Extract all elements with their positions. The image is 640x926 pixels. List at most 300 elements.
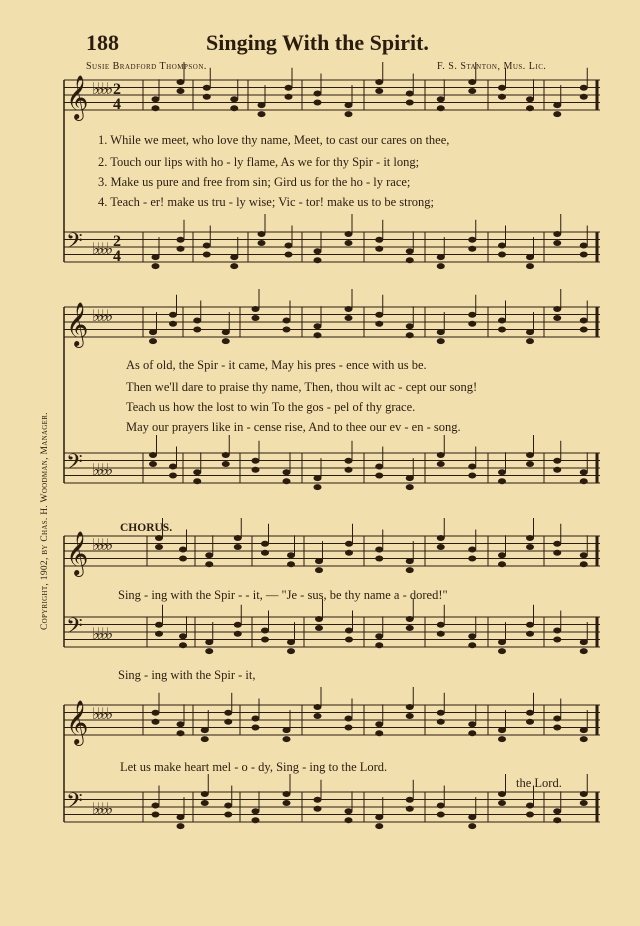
note-head <box>224 803 232 809</box>
note-head <box>252 725 260 731</box>
note-head <box>468 721 476 727</box>
note-head <box>314 248 322 254</box>
verse-3-line-a: 3. Make us pure and free from sin; Gird us for the ho - ly race; <box>98 175 411 189</box>
note-head <box>345 725 353 731</box>
note-head <box>345 817 353 823</box>
note-head <box>406 806 414 812</box>
note-head <box>193 469 201 475</box>
bass-time-signature: 2 <box>113 233 121 250</box>
note-head <box>152 96 160 102</box>
note-head <box>553 467 561 473</box>
note-head <box>553 725 561 731</box>
note-head <box>179 633 187 639</box>
hymn-number: 188 <box>86 30 119 55</box>
note-head <box>152 719 160 725</box>
note-head <box>205 648 213 654</box>
note-head <box>287 639 295 645</box>
note-head <box>406 704 414 710</box>
note-head <box>580 327 588 333</box>
note-head <box>283 727 291 733</box>
note-head <box>498 327 506 333</box>
verse-3-line-b: Teach us how the lost to win To the gos - pel of thy grace. <box>126 400 416 414</box>
note-head <box>468 464 476 470</box>
note-head <box>149 329 157 335</box>
note-head <box>526 338 534 344</box>
note-head <box>526 105 534 111</box>
note-head <box>406 713 414 719</box>
note-head <box>437 96 445 102</box>
words-credit: Susie Bradford Thompson. <box>86 61 207 72</box>
hymn-title: Singing With the Spirit. <box>206 30 429 55</box>
note-head <box>498 639 506 645</box>
note-head <box>152 263 160 269</box>
treble-time-signature: 4 <box>113 96 121 113</box>
note-head <box>258 111 266 117</box>
note-head <box>345 716 353 722</box>
note-head <box>222 461 230 467</box>
note-head <box>314 797 322 803</box>
music-credit: F. S. Stanton, Mus. Lic. <box>437 61 547 72</box>
chorus-line-2: Let us make heart mel - o - dy, Sing - ing to the Lord. <box>120 760 388 774</box>
note-head <box>375 464 383 470</box>
notes-row <box>149 435 588 490</box>
note-head <box>177 721 185 727</box>
note-head <box>526 461 534 467</box>
verse-1-line-a: 1. While we meet, who love thy name, Meet, to cast our cares on thee, <box>98 133 450 147</box>
chorus-line-1: Sing - ing with the Spir - - it, — "Je - sus, be thy name a - dored!" <box>118 588 448 602</box>
note-head <box>468 730 476 736</box>
note-head <box>526 710 534 716</box>
note-head <box>526 719 534 725</box>
note-head <box>224 710 232 716</box>
note-head <box>437 710 445 716</box>
key-signature-icon: ♭♭♭♭ <box>92 460 111 479</box>
note-head <box>468 633 476 639</box>
note-head <box>283 327 291 333</box>
treble-time-signature: 2 <box>113 81 121 98</box>
note-head <box>314 704 322 710</box>
note-head <box>205 561 213 567</box>
note-head <box>406 558 414 564</box>
note-head <box>580 639 588 645</box>
note-head <box>234 622 242 628</box>
key-signature-icon: ♭♭♭♭ <box>92 535 111 554</box>
note-head <box>437 622 445 628</box>
note-head <box>203 252 211 258</box>
key-signature-icon: ♭♭♭♭ <box>92 799 111 818</box>
note-head <box>177 814 185 820</box>
note-head <box>252 458 260 464</box>
note-head <box>230 254 238 260</box>
note-head <box>155 535 163 541</box>
note-head <box>234 631 242 637</box>
note-head <box>169 473 177 479</box>
note-head <box>580 478 588 484</box>
note-head <box>468 814 476 820</box>
note-head <box>177 730 185 736</box>
note-head <box>437 338 445 344</box>
note-head <box>553 315 561 321</box>
key-signature-icon: ♭♭♭♭ <box>92 704 111 723</box>
note-head <box>201 736 209 742</box>
note-head <box>580 85 588 91</box>
verse-2-line-a: 2. Touch our lips with ho - ly flame, As we for thy Spir - it long; <box>98 155 420 169</box>
treble-staff-3 <box>64 531 600 577</box>
note-head <box>261 628 269 634</box>
note-head <box>177 88 185 94</box>
note-head <box>314 484 322 490</box>
note-head <box>468 237 476 243</box>
key-signature-icon: ♭♭♭♭ <box>92 239 111 258</box>
bass-clef-icon: 𝄢 <box>66 789 83 819</box>
note-head <box>375 642 383 648</box>
note-head <box>580 727 588 733</box>
note-head <box>375 556 383 562</box>
note-head <box>315 616 323 622</box>
note-head <box>252 467 260 473</box>
bass-staff-2 <box>64 450 600 483</box>
note-head <box>553 628 561 634</box>
note-head <box>285 252 293 258</box>
note-head <box>201 791 209 797</box>
note-head <box>285 85 293 91</box>
note-head <box>498 791 506 797</box>
note-head <box>553 240 561 246</box>
note-head <box>152 105 160 111</box>
note-head <box>315 625 323 631</box>
treble-staff-2 <box>64 302 600 348</box>
note-head <box>498 648 506 654</box>
note-head <box>526 254 534 260</box>
bass-staff-1 <box>64 229 600 262</box>
copyright-notice: Copyright, 1902, by Chas. H. Woodman, Manager. <box>40 412 50 630</box>
note-head <box>498 800 506 806</box>
verse-4-line-a: 4. Teach - er! make us tru - ly wise; Vic - tor! make us to be strong; <box>98 195 435 209</box>
note-head <box>498 252 506 258</box>
note-head <box>468 556 476 562</box>
note-head <box>553 637 561 643</box>
note-head <box>169 321 177 327</box>
note-head <box>283 469 291 475</box>
note-head <box>553 306 561 312</box>
note-head <box>205 552 213 558</box>
note-head <box>149 452 157 458</box>
note-head <box>437 812 445 818</box>
note-head <box>201 727 209 733</box>
note-head <box>375 321 383 327</box>
note-head <box>406 567 414 573</box>
chorus-label: CHORUS. <box>120 522 173 534</box>
note-head <box>526 544 534 550</box>
note-head <box>179 547 187 553</box>
note-head <box>406 100 414 106</box>
note-head <box>553 808 561 814</box>
note-head <box>283 478 291 484</box>
note-head <box>314 806 322 812</box>
note-head <box>468 321 476 327</box>
note-head <box>580 252 588 258</box>
note-head <box>553 231 561 237</box>
note-head <box>406 625 414 631</box>
verse-4-line-b: May our prayers like in - cense rise, And to thee our ev - en - song. <box>126 420 461 434</box>
note-head <box>258 240 266 246</box>
note-head <box>258 102 266 108</box>
note-head <box>287 648 295 654</box>
notes-row <box>155 518 588 573</box>
note-head <box>498 561 506 567</box>
note-head <box>375 547 383 553</box>
note-head <box>553 817 561 823</box>
note-head <box>580 736 588 742</box>
note-head <box>375 823 383 829</box>
note-head <box>526 622 534 628</box>
note-head <box>201 800 209 806</box>
note-head <box>285 94 293 100</box>
note-head <box>224 719 232 725</box>
note-head <box>222 338 230 344</box>
note-head <box>437 452 445 458</box>
note-head <box>437 535 445 541</box>
note-head <box>468 473 476 479</box>
note-head <box>580 469 588 475</box>
treble-clef-icon: 𝄞 <box>66 531 89 575</box>
note-head <box>580 552 588 558</box>
note-head <box>406 616 414 622</box>
note-head <box>345 306 353 312</box>
note-head <box>261 637 269 643</box>
note-head <box>152 710 160 716</box>
note-head <box>345 111 353 117</box>
note-head <box>437 105 445 111</box>
note-head <box>345 550 353 556</box>
note-head <box>177 79 185 85</box>
note-head <box>553 102 561 108</box>
note-head <box>234 535 242 541</box>
verse-1-line-b: As of old, the Spir - it came, May his pres - ence with us be. <box>126 358 427 372</box>
note-head <box>526 263 534 269</box>
key-signature-icon: ♭♭♭♭ <box>92 624 111 643</box>
note-head <box>580 561 588 567</box>
note-head <box>149 461 157 467</box>
bass-clef-icon: 𝄢 <box>66 614 83 644</box>
note-head <box>285 243 293 249</box>
note-head <box>375 312 383 318</box>
note-head <box>345 240 353 246</box>
note-head <box>375 473 383 479</box>
note-head <box>252 315 260 321</box>
note-head <box>468 312 476 318</box>
note-head <box>152 254 160 260</box>
note-head <box>230 263 238 269</box>
note-head <box>498 478 506 484</box>
note-head <box>252 817 260 823</box>
note-head <box>230 105 238 111</box>
note-head <box>498 727 506 733</box>
note-head <box>498 243 506 249</box>
note-head <box>179 556 187 562</box>
note-head <box>252 716 260 722</box>
note-head <box>498 318 506 324</box>
note-head <box>203 94 211 100</box>
key-signature-icon: ♭♭♭♭ <box>92 79 111 98</box>
note-head <box>526 329 534 335</box>
chorus-bass-line-1: Sing - ing with the Spir - it, <box>118 668 256 682</box>
note-head <box>261 541 269 547</box>
note-head <box>406 484 414 490</box>
note-head <box>468 547 476 553</box>
note-head <box>406 475 414 481</box>
note-head <box>177 246 185 252</box>
note-head <box>177 823 185 829</box>
note-head <box>406 332 414 338</box>
note-head <box>283 800 291 806</box>
note-head <box>498 469 506 475</box>
note-head <box>498 736 506 742</box>
treble-clef-icon: 𝄞 <box>66 302 89 346</box>
note-head <box>375 246 383 252</box>
note-head <box>437 544 445 550</box>
note-head <box>526 631 534 637</box>
note-head <box>437 263 445 269</box>
note-head <box>580 648 588 654</box>
note-head <box>580 94 588 100</box>
note-head <box>406 257 414 263</box>
note-head <box>375 88 383 94</box>
bass-staff-4 <box>64 789 600 822</box>
notes-row <box>149 289 588 344</box>
note-head <box>375 814 383 820</box>
note-head <box>437 461 445 467</box>
note-head <box>345 458 353 464</box>
note-head <box>155 544 163 550</box>
note-head <box>498 85 506 91</box>
note-head <box>345 231 353 237</box>
note-head <box>437 631 445 637</box>
note-head <box>345 637 353 643</box>
note-head <box>437 719 445 725</box>
bass-clef-icon: 𝄢 <box>66 229 83 259</box>
treble-clef-icon: 𝄞 <box>66 75 89 119</box>
notes-row <box>155 599 588 654</box>
note-head <box>314 713 322 719</box>
note-head <box>498 552 506 558</box>
note-head <box>526 812 534 818</box>
note-head <box>252 808 260 814</box>
note-head <box>315 567 323 573</box>
note-head <box>375 721 383 727</box>
note-head <box>437 803 445 809</box>
note-head <box>553 550 561 556</box>
treble-clef-icon: 𝄞 <box>66 700 89 744</box>
note-head <box>261 550 269 556</box>
bass-staff-3 <box>64 614 600 647</box>
note-head <box>222 329 230 335</box>
bass-clef-icon: 𝄢 <box>66 450 83 480</box>
note-head <box>234 544 242 550</box>
chorus-bass-line-2: the Lord. <box>516 776 562 790</box>
note-head <box>169 464 177 470</box>
note-head <box>287 552 295 558</box>
note-head <box>375 237 383 243</box>
note-head <box>314 332 322 338</box>
note-head <box>406 797 414 803</box>
note-head <box>283 791 291 797</box>
note-head <box>314 323 322 329</box>
note-head <box>526 803 534 809</box>
note-head <box>437 329 445 335</box>
note-head <box>580 791 588 797</box>
bass-time-signature: 4 <box>113 248 121 265</box>
note-head <box>193 478 201 484</box>
note-head <box>193 327 201 333</box>
note-head <box>526 452 534 458</box>
note-head <box>345 808 353 814</box>
note-head <box>375 633 383 639</box>
note-head <box>375 730 383 736</box>
note-head <box>193 318 201 324</box>
note-head <box>468 88 476 94</box>
note-head <box>155 622 163 628</box>
note-head <box>345 628 353 634</box>
note-head <box>315 558 323 564</box>
note-head <box>155 631 163 637</box>
note-head <box>498 94 506 100</box>
note-head <box>152 812 160 818</box>
note-head <box>468 823 476 829</box>
note-head <box>179 642 187 648</box>
note-head <box>580 318 588 324</box>
notes-row <box>152 687 588 742</box>
note-head <box>468 79 476 85</box>
note-head <box>314 257 322 263</box>
note-head <box>203 243 211 249</box>
treble-staff-4 <box>64 700 600 746</box>
note-head <box>230 96 238 102</box>
note-head <box>224 812 232 818</box>
note-head <box>314 91 322 97</box>
note-head <box>203 85 211 91</box>
notes-row <box>152 214 588 269</box>
note-head <box>553 111 561 117</box>
note-head <box>283 318 291 324</box>
note-head <box>437 254 445 260</box>
note-head <box>375 79 383 85</box>
note-head <box>345 541 353 547</box>
note-head <box>468 642 476 648</box>
note-head <box>258 231 266 237</box>
note-head <box>205 639 213 645</box>
note-head <box>468 246 476 252</box>
note-head <box>580 243 588 249</box>
note-head <box>345 102 353 108</box>
note-head <box>526 535 534 541</box>
note-head <box>152 803 160 809</box>
note-head <box>222 452 230 458</box>
note-head <box>345 467 353 473</box>
note-head <box>406 248 414 254</box>
treble-staff-1 <box>64 75 600 121</box>
note-head <box>406 323 414 329</box>
note-head <box>526 96 534 102</box>
note-head <box>406 91 414 97</box>
note-head <box>553 458 561 464</box>
note-head <box>169 312 177 318</box>
note-head <box>553 541 561 547</box>
note-head <box>287 561 295 567</box>
verse-2-line-b: Then we'll dare to praise thy name, Then, thou wilt ac - cept our song! <box>126 380 478 394</box>
note-head <box>283 736 291 742</box>
note-head <box>553 716 561 722</box>
